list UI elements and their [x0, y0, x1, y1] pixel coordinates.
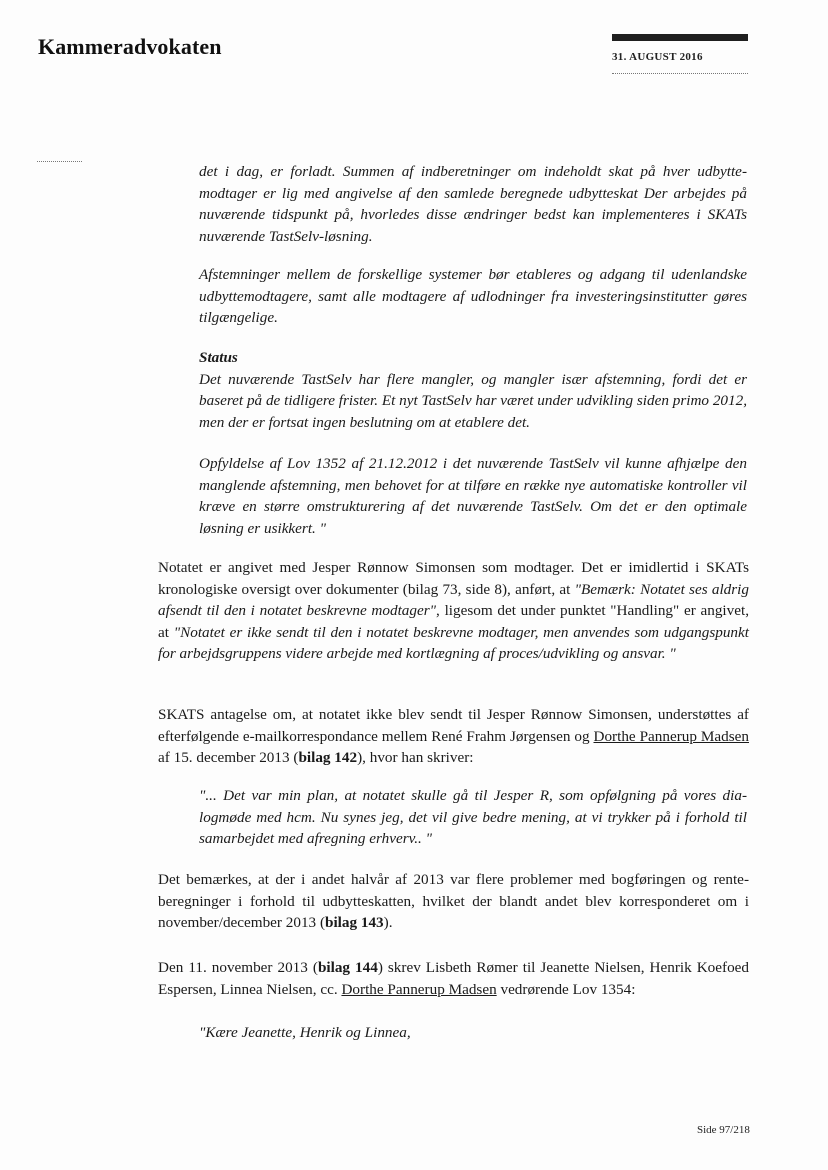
- bilag-142-ref: bilag 142: [298, 749, 358, 767]
- margin-dotted-rule: [37, 161, 82, 162]
- email-quote: "... Det var min plan, at notatet skulle gå til Jesper R, som opfølgning på vores dialogmøde med hcm. Nu synes jeg, det vil give bedre mening, at vi trykker på i forhold til samarbejdet med afregning erhverv.. ": [199, 787, 747, 848]
- brand-title: Kammeradvokaten: [38, 34, 222, 59]
- para4-text-2: ) skrev Lisbeth Rømer til Jeanette Nielsen, Henrik Koefoed Espersen, Linnea Nielsen, cc.: [158, 959, 750, 998]
- para4-text-3: vedrørende Lov 1354:: [496, 980, 636, 998]
- body-paragraph-1: [158, 557, 749, 665]
- letter-salutation: "Kære Jeanette, Henrik og Linnea,: [199, 1024, 411, 1041]
- page-number: Side 97/218: [697, 1124, 750, 1136]
- person-link-dorthe: Dorthe Pannerup Madsen: [593, 727, 749, 745]
- body-paragraph-3: [158, 869, 749, 934]
- quote-paragraph-4: Opfyldelse af Lov 1352 af 21.12.2012 i det nuværende TastSelv vil kunne afhjælpe den manglende afstemning, men behovet for at tilføre en række nye automatiske kontroller vil kræve en større omstrukturering af det nuværende TastSelv. Om det er den optimale løsning er usikkert. ": [199, 455, 747, 537]
- person-link-dorthe-2: Dorthe Pannerup Madsen: [341, 980, 497, 998]
- para2-text-1: SKATS antagelse om, at notatet ikke blev sendt til Jesper Rønnow Simonsen, understøttes af efterfølgende e-mailkorrespondance mellem René Frahm Jørgensen og: [158, 706, 749, 745]
- para1-text-2: , ligesom det under punktet "Handling" er angivet, at: [158, 602, 749, 641]
- body-paragraph-4: [158, 957, 749, 1000]
- quote-paragraph-1: det i dag, er forladt. Summen af indberetninger om indeholdt skat på hver udbyttemodtager er lig med angivelse af den samlede beregnede udbytteskat Der arbejdes på nuværende tidspunkt på, hvorledes disse ændringer bedst kan implementeres i SKATs nuværende TastSelv-løsning.: [199, 163, 747, 245]
- quote-paragraph-2: Afstemninger mellem de forskellige systemer bør etableres og adgang til udenlandske udbyttemodtagere, samt alle modtagere af udlodninger fra investeringsinstitutter gøres tilgængelige.: [199, 266, 747, 327]
- quote-status-section: [199, 347, 747, 433]
- para3-text-1: Det bemærkes, at der i andet halvår af 2013 var flere problemer med bogføringen og renteberegninger i forhold til udbytteskatten, hvilket der blandt andet blev korresponderet om i november/december 2013 (: [158, 871, 749, 932]
- para2-text-2: af 15. december 2013 (: [158, 749, 299, 767]
- body-paragraph-2: [158, 704, 749, 769]
- status-heading: Status: [199, 349, 238, 366]
- quote-paragraph-3: Det nuværende TastSelv har flere mangler, og mangler især afstemning, fordi det er baseret på de tidligere frister. Et nyt TastSelv har været under udvikling siden primo 2012, men der er fortsat ingen beslutning om at etablere det.: [199, 370, 747, 431]
- para3-text-2: ).: [383, 914, 393, 932]
- para1-text-1: Notatet er angivet med Jesper Rønnow Simonsen som modtager. Det er imidlertid i SKATs kronologiske oversigt over dokumenter (bilag 73, side 8), anført, at: [158, 559, 749, 598]
- para4-text-1: Den 11. november 2013 (: [158, 959, 318, 976]
- header-date: 31. AUGUST 2016: [612, 51, 703, 63]
- bilag-144-ref: bilag 144: [317, 959, 378, 976]
- para1-quote-1: "Bemærk: Notatet ses aldrig afsendt til den i notatet beskrevne modtager": [158, 580, 749, 620]
- header-rule: [612, 34, 748, 41]
- para1-quote-2: "Notatet er ikke sendt til den i notatet beskrevne modtager, men anvendes som udgangspunkt for arbejdsgruppens videre arbejde med kortlægning af proces/udvikling og ansvar. ": [158, 623, 749, 663]
- header-dotted-rule: [612, 73, 748, 74]
- para2-text-3: ), hvor han skriver:: [357, 749, 474, 767]
- bilag-143-ref: bilag 143: [325, 914, 384, 932]
